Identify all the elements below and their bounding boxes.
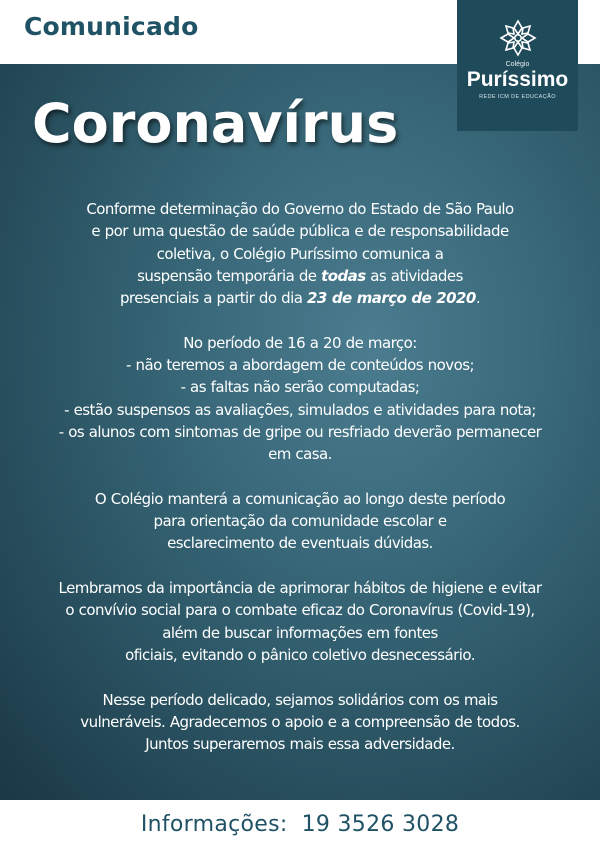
- notice-line: [16, 376, 584, 398]
- notice-line: [16, 733, 584, 755]
- notice-line: [16, 265, 584, 287]
- notice-line: [16, 287, 584, 309]
- notice-text: O Colégio manterá a comunicação ao longo deste período: [94, 489, 506, 508]
- notice-text: Juntos superaremos mais essa adversidade.: [145, 735, 455, 754]
- notice-text: além de buscar informações em fontes: [162, 623, 438, 642]
- notice-paragraph: [16, 488, 584, 555]
- notice-text: vulneráveis. Agradecemos o apoio e a compreensão de todos.: [80, 712, 520, 731]
- notice-line: [16, 243, 584, 265]
- notice-text: esclarecimento de eventuais dúvidas.: [167, 534, 433, 553]
- notice-text: - estão suspensos as avaliações, simulados e atividades para nota;: [64, 400, 536, 419]
- notice-text: Lembramos da importância de aprimorar hábitos de higiene e evitar: [58, 579, 542, 598]
- notice-paragraph: [16, 577, 584, 666]
- notice-line: [16, 577, 584, 599]
- notice-text: Nesse período delicado, sejamos solidários com os mais: [102, 690, 498, 709]
- notice-line: [16, 644, 584, 666]
- page-title: Comunicado: [24, 12, 199, 41]
- notice-text: as atividades: [365, 266, 463, 285]
- notice-text: - as faltas não serão computadas;: [180, 378, 420, 397]
- notice-text: em casa.: [268, 445, 332, 464]
- notice-paragraph: [16, 332, 584, 466]
- notice-text: No período de 16 a 20 de março:: [183, 333, 417, 352]
- notice-text: coletiva, o Colégio Puríssimo comunica a: [156, 244, 444, 263]
- notice-line: [16, 421, 584, 443]
- notice-line: [16, 443, 584, 465]
- notice-line: [16, 689, 584, 711]
- emphasized-text: 23 de março de 2020: [306, 289, 476, 308]
- notice-line: [16, 599, 584, 621]
- notice-line: [16, 510, 584, 532]
- notice-paragraph: [16, 198, 584, 309]
- notice-text: para orientação da comunidade escolar e: [153, 512, 447, 531]
- contact-info: [0, 812, 600, 837]
- notice-body: [16, 198, 584, 755]
- notice-line: [16, 532, 584, 554]
- notice-text: .: [475, 289, 481, 308]
- notice-line: [16, 220, 584, 242]
- logo-small-text: Colégio: [505, 61, 530, 68]
- notice-line: [16, 622, 584, 644]
- flower-cross-emblem-icon: [498, 18, 538, 58]
- notice-text: e por uma questão de saúde pública e de responsabilidade: [91, 222, 509, 241]
- notice-line: [16, 332, 584, 354]
- footer-bar: [0, 800, 600, 860]
- notice-line: [16, 399, 584, 421]
- emphasized-text: todas: [321, 266, 366, 285]
- notice-line: [16, 488, 584, 510]
- notice-text: - não teremos a abordagem de conteúdos novos;: [126, 356, 474, 375]
- notice-text: suspensão temporária de: [137, 266, 322, 285]
- notice-text: o convívio social para o combate eficaz do Coronavírus (Covid-19),: [65, 601, 535, 620]
- notice-paragraph: [16, 689, 584, 756]
- school-logo: [457, 0, 578, 131]
- notice-text: oficiais, evitando o pânico coletivo desnecessário.: [125, 645, 475, 664]
- logo-school-name: Puríssimo: [466, 68, 569, 91]
- contact-phone: 19 3526 3028: [301, 812, 460, 837]
- headline: Coronavírus: [32, 92, 399, 155]
- contact-label: Informações:: [140, 812, 288, 837]
- notice-text: Conforme determinação do Governo do Estado de São Paulo: [86, 200, 514, 218]
- logo-tagline: REDE ICM DE EDUCAÇÃO: [479, 94, 556, 100]
- notice-text: - os alunos com sintomas de gripe ou resfriado deverão permanecer: [58, 422, 542, 441]
- notice-text: presenciais a partir do dia: [119, 289, 307, 308]
- notice-line: [16, 198, 584, 220]
- notice-line: [16, 711, 584, 733]
- notice-line: [16, 354, 584, 376]
